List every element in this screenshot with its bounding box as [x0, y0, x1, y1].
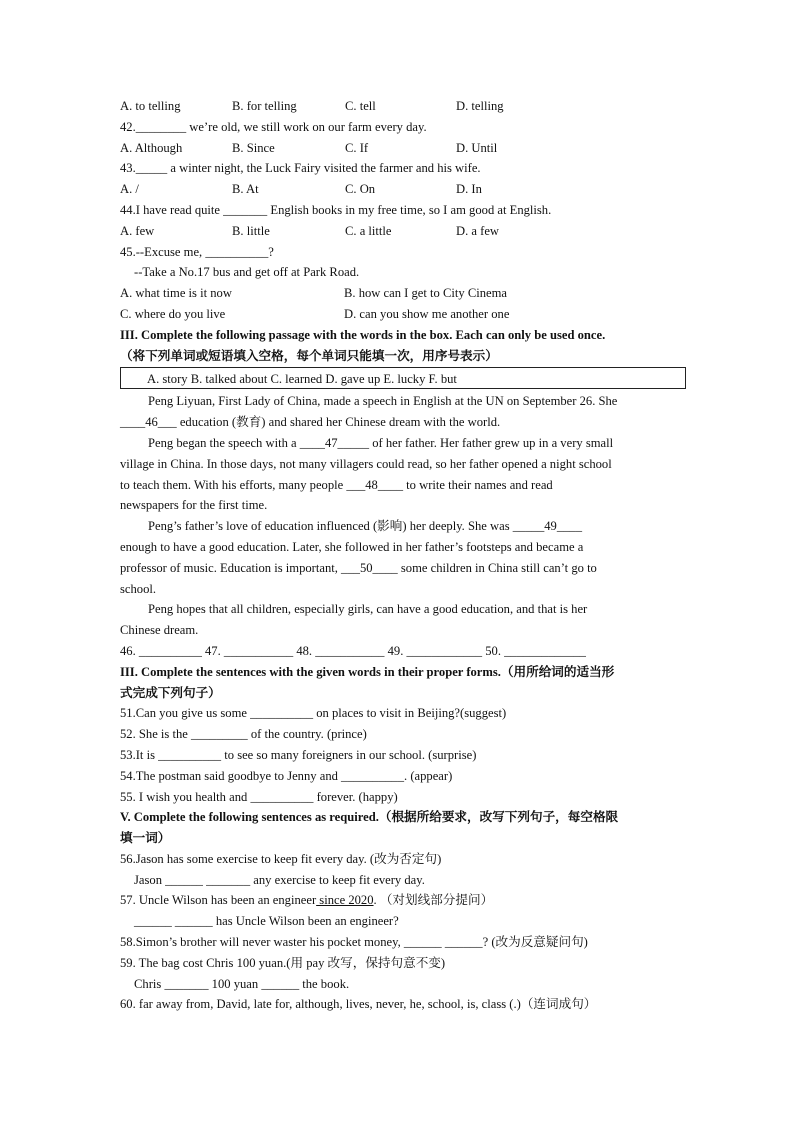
q57-underlined: since 2020	[316, 893, 374, 908]
question-43: 43._____ a winter night, the Luck Fairy visited the farmer and his wife.	[120, 161, 481, 176]
option-a: A. Although	[120, 140, 183, 155]
q45-options-row2	[120, 304, 690, 325]
option-a: A. to telling	[120, 99, 181, 113]
question-54: 54.The postman said goodbye to Jenny and __________. (appear)	[120, 768, 453, 783]
passage-line: Peng began the speech with a ____47_____ of her father. Her father grew up in a very small	[148, 435, 614, 450]
q57-instruction: . （对划线部分提问）	[373, 893, 494, 908]
question-59: 59. The bag cost Chris 100 yuan.(用 pay 改写，保持句意不变)	[120, 955, 446, 970]
question-60: 60. far away from, David, late for, although, lives, never, he, school, is, class (.)（连词成句）	[120, 997, 597, 1012]
q57-text: 57. Uncle Wilson has been an engineer	[120, 893, 317, 908]
section-5-heading: V. Complete the following sentences as required.（根据所给要求，改写下列句子，每空格限	[120, 810, 619, 825]
passage-line: to teach them. With his efforts, many people ___48____ to write their names and read	[120, 477, 553, 492]
section-5-heading-cont: 填一词）	[120, 831, 171, 846]
question-51: 51.Can you give us some __________ on places to visit in Beijing?(suggest)	[120, 706, 507, 721]
option-d: D. Until	[456, 140, 498, 155]
question-45: 45.--Excuse me, __________?	[120, 244, 274, 259]
worksheet-page	[120, 96, 690, 1015]
question-57-answer: ______ ______ has Uncle Wilson been an engineer?	[134, 914, 399, 929]
option-b: B. for telling	[232, 99, 297, 113]
option-b: B. little	[232, 223, 270, 238]
question-57	[120, 890, 690, 911]
q44-options	[120, 221, 690, 242]
passage-line: newspapers for the first time.	[120, 498, 268, 513]
option-c: C. where do you live	[120, 306, 226, 321]
option-d: D. a few	[456, 223, 500, 238]
question-56-answer: Jason ______ _______ any exercise to keep fit every day.	[134, 872, 425, 887]
option-a: A. few	[120, 223, 155, 238]
question-42: 42.________ we’re old, we still work on our farm every day.	[120, 119, 427, 134]
q43-options	[120, 179, 690, 200]
question-44: 44.I have read quite _______ English books in my free time, so I am good at English.	[120, 202, 552, 217]
option-c: C. On	[345, 182, 376, 197]
option-c: C. If	[345, 140, 369, 155]
passage-line: Peng’s father’s love of education influenced (影响) her deeply. She was _____49____	[148, 519, 583, 534]
passage-line: village in China. In those days, not many villagers could read, so her father opened a night school	[120, 456, 612, 471]
option-b: B. At	[232, 182, 259, 197]
passage-line: professor of music. Education is important, ___50____ some children in China still can’t go to	[120, 560, 597, 575]
answer-blanks: 46. __________ 47. ___________ 48. ___________ 49. ____________ 50. _____________	[120, 643, 586, 658]
passage-line: Peng Liyuan, First Lady of China, made a speech in English at the UN on September 26. She	[148, 394, 618, 409]
option-d: D. In	[456, 182, 482, 197]
q42-options	[120, 138, 690, 159]
option-b: B. Since	[232, 140, 275, 155]
passage-line: school.	[120, 581, 157, 596]
option-a: A. /	[120, 182, 139, 197]
option-c: C. a little	[345, 223, 392, 238]
passage-line: Chinese dream.	[120, 623, 199, 638]
section-3a-heading-cn: （将下列单词或短语填入空格，每个单词只能填一次，用序号表示）	[120, 348, 498, 363]
question-52: 52. She is the _________ of the country. (prince)	[120, 727, 367, 742]
passage-line: ____46___ education (教育) and shared her Chinese dream with the world.	[120, 415, 501, 430]
q45-options-row1	[120, 283, 690, 304]
option-a: A. what time is it now	[120, 286, 232, 301]
option-b: B. how can I get to City Cinema	[344, 286, 507, 301]
option-d: D. telling	[456, 99, 504, 113]
q41-options	[120, 96, 690, 117]
passage-line: enough to have a good education. Later, she followed in her father’s footsteps and became a	[120, 539, 584, 554]
passage-line: Peng hopes that all children, especially girls, can have a good education, and that is her	[148, 602, 588, 617]
question-56: 56.Jason has some exercise to keep fit every day. (改为否定句)	[120, 851, 442, 866]
question-45-reply: --Take a No.17 bus and get off at Park Road.	[134, 265, 360, 280]
word-box: A. story B. talked about C. learned D. gave up E. lucky F. but	[120, 367, 686, 389]
question-53: 53.It is __________ to see so many foreigners in our school. (surprise)	[120, 747, 477, 762]
section-3a-heading: III. Complete the following passage with the words in the box. Each can only be used once.	[120, 327, 606, 342]
question-59-answer: Chris _______ 100 yuan ______ the book.	[134, 976, 350, 991]
option-d: D. can you show me another one	[344, 306, 510, 321]
option-c: C. tell	[345, 99, 376, 113]
section-3b-heading: III. Complete the sentences with the given words in their proper forms.（用所给词的适当形	[120, 664, 615, 679]
question-58: 58.Simon’s brother will never waster his pocket money, ______ ______? (改为反意疑问句)	[120, 935, 588, 950]
section-3b-heading-cont: 式完成下列句子）	[120, 685, 221, 700]
question-55: 55. I wish you health and __________ forever. (happy)	[120, 789, 398, 804]
